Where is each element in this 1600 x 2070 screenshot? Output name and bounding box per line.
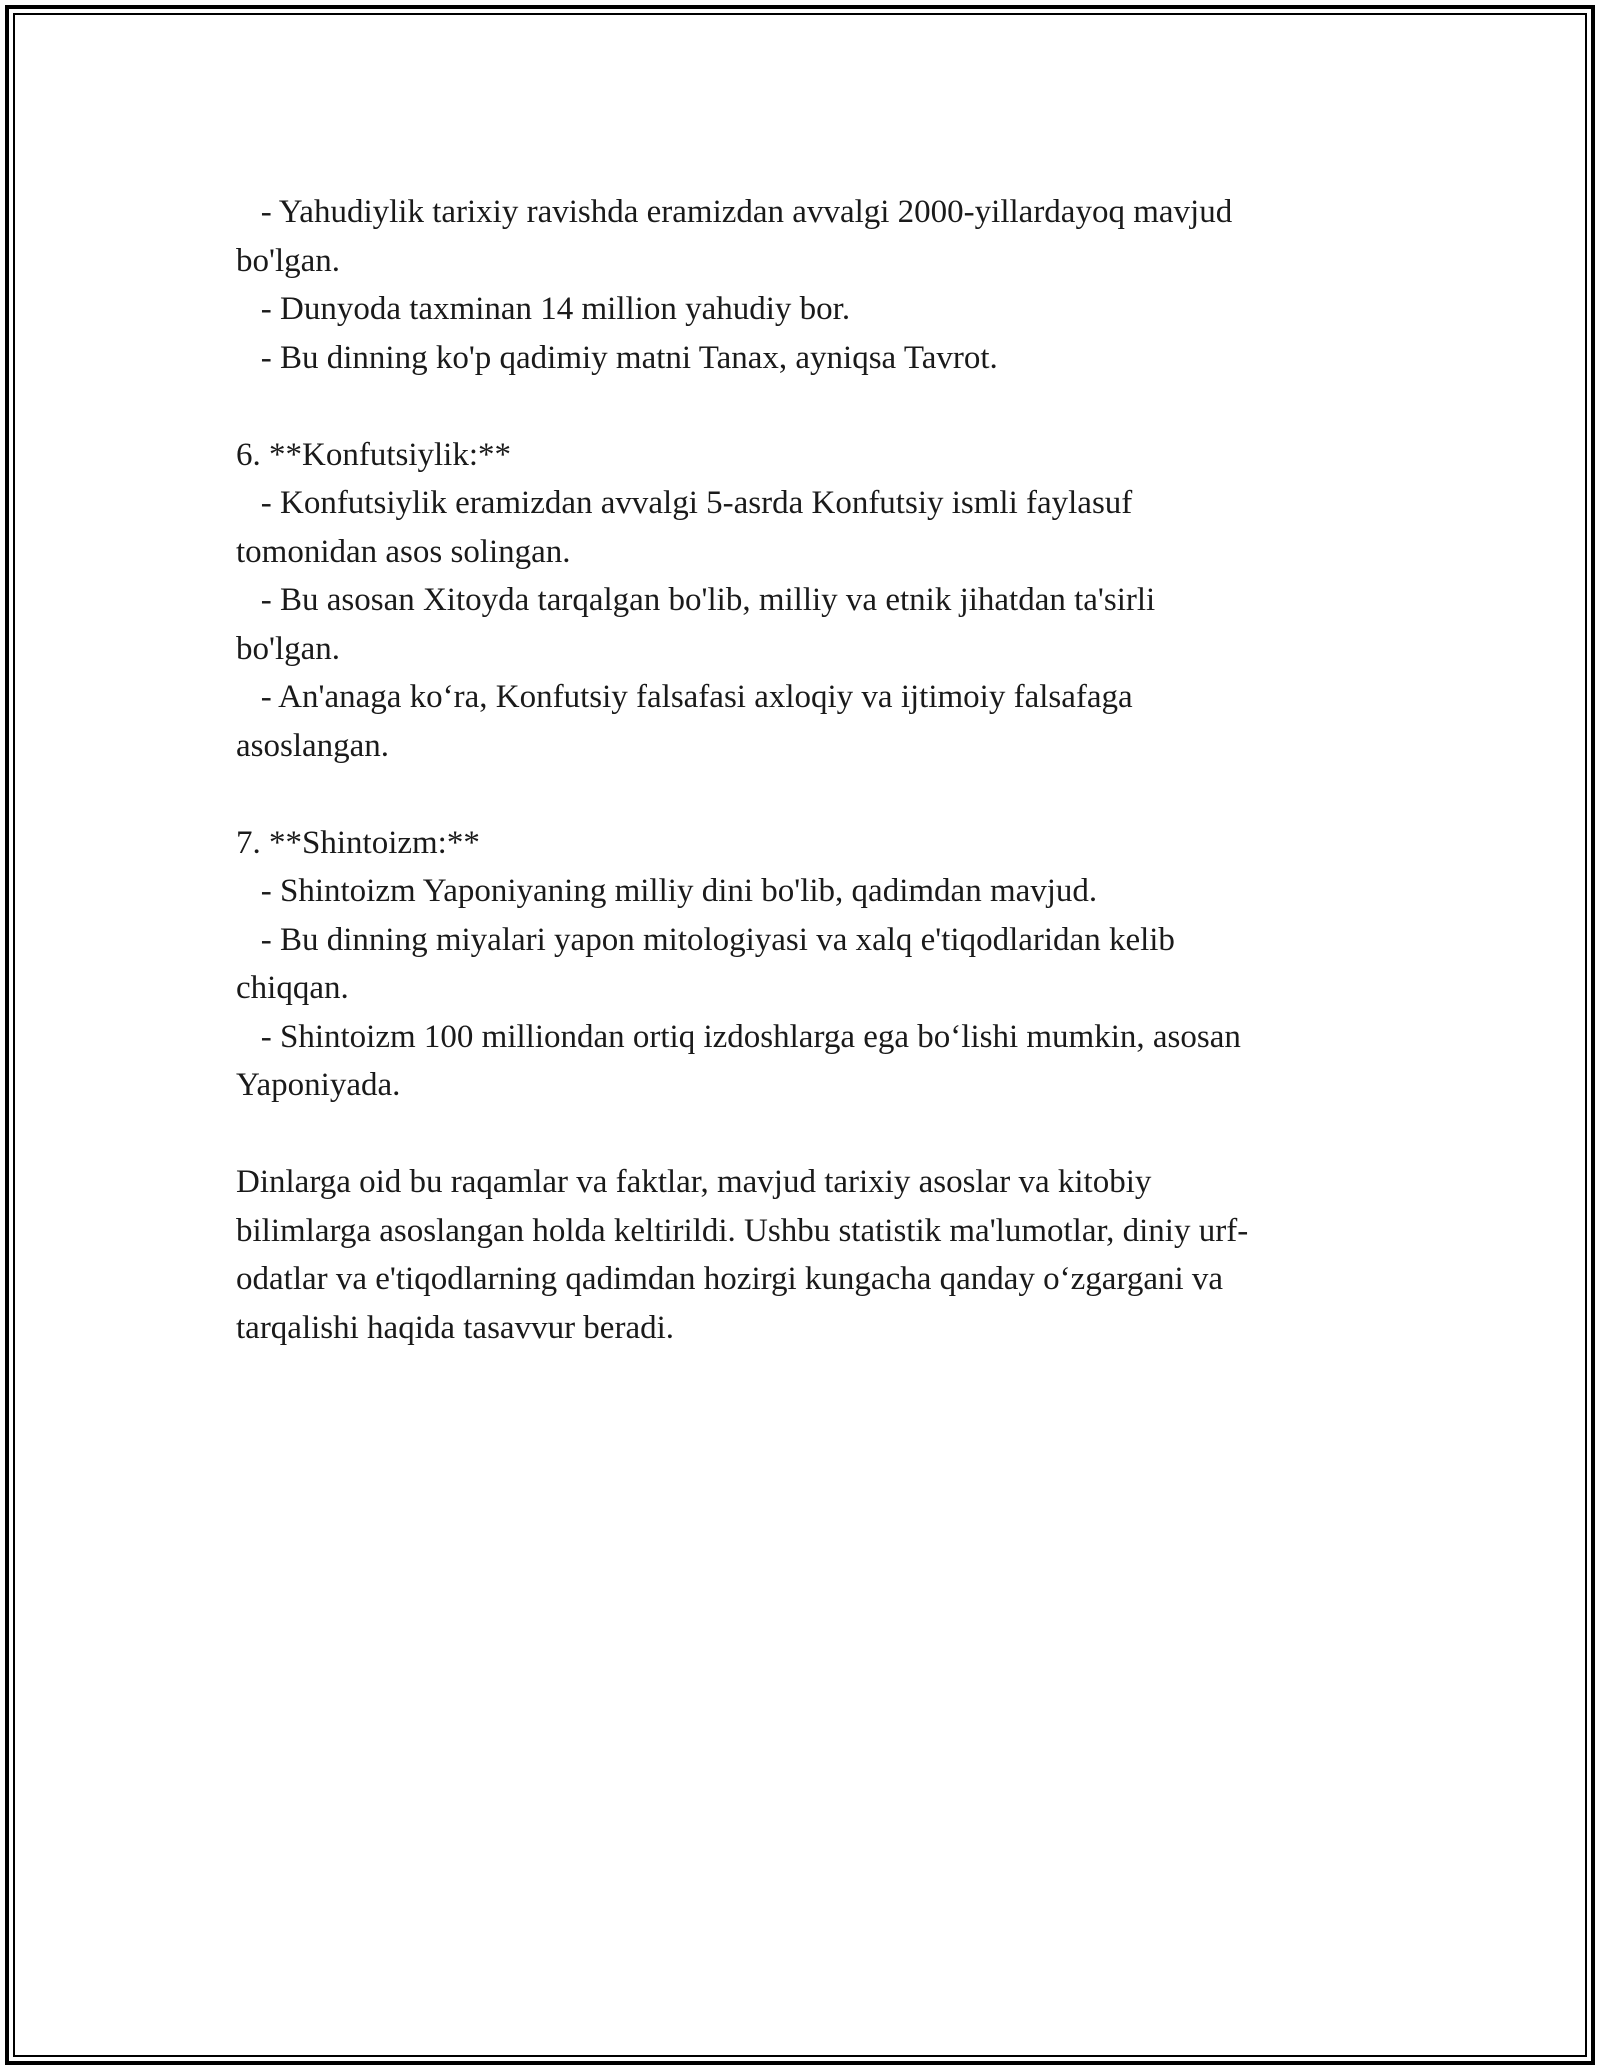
judaism-bullet-texts: - Bu dinning ko'p qadimiy matni Tanax, ayniqsa Tavrot. bbox=[236, 339, 998, 376]
judaism-bullet-history: - Yahudiylik tarixiy ravishda eramizdan avvalgi 2000-yillardayoq mavjud bbox=[236, 194, 1233, 230]
conclusion-line: Dinlarga oid bu raqamlar va faktlar, mavjud tarixiy asoslar va kitobiy bbox=[236, 1164, 1152, 1200]
shinto-bullet-origin-cont: chiqqan. bbox=[236, 970, 349, 1006]
section-gap bbox=[236, 770, 1366, 819]
confucianism-heading: 6. **Konfutsiylik:** bbox=[236, 436, 512, 473]
shinto-heading: 7. **Shintoizm:** bbox=[236, 824, 480, 861]
confucianism-section bbox=[236, 431, 1366, 771]
section-gap bbox=[236, 382, 1366, 431]
conclusion-line: odatlar va e'tiqodlarning qadimdan hozirgi kungacha qanday o‘zgargani va bbox=[236, 1261, 1224, 1297]
confucianism-bullet-philosophy: - An'anaga ko‘ra, Konfutsiy falsafasi axloqiy va ijtimoiy falsafaga bbox=[236, 679, 1133, 715]
judaism-bullet-history-cont: bo'lgan. bbox=[236, 242, 341, 279]
conclusion-line: tarqalishi haqida tasavvur beradi. bbox=[236, 1309, 675, 1346]
confucianism-bullet-origin-cont: tomonidan asos solingan. bbox=[236, 533, 571, 570]
shinto-bullet-national: - Shintoizm Yaponiyaning milliy dini bo'lib, qadimdan mavjud. bbox=[236, 873, 1098, 909]
document-body bbox=[236, 188, 1366, 1352]
shinto-bullet-followers: - Shintoizm 100 milliondan ortiq izdoshlarga ega bo‘lishi mumkin, asosan bbox=[236, 1018, 1241, 1055]
judaism-bullet-population: - Dunyoda taxminan 14 million yahudiy bor. bbox=[236, 291, 851, 327]
judaism-section bbox=[236, 188, 1366, 382]
shinto-section bbox=[236, 819, 1366, 1110]
section-gap bbox=[236, 1110, 1366, 1159]
confucianism-bullet-spread-cont: bo'lgan. bbox=[236, 630, 341, 667]
shinto-bullet-origin: - Bu dinning miyalari yapon mitologiyasi va xalq e'tiqodlaridan kelib bbox=[236, 921, 1175, 958]
conclusion-line: bilimlarga asoslangan holda keltirildi. Ushbu statistik ma'lumotlar, diniy urf- bbox=[236, 1212, 1249, 1249]
confucianism-bullet-origin: - Konfutsiylik eramizdan avvalgi 5-asrda Konfutsiy ismli faylasuf bbox=[236, 485, 1133, 521]
confucianism-bullet-spread: - Bu asosan Xitoyda tarqalgan bo'lib, milliy va etnik jihatdan ta'sirli bbox=[236, 582, 1156, 618]
shinto-bullet-followers-cont: Yaponiyada. bbox=[236, 1067, 401, 1103]
conclusion-paragraph bbox=[236, 1158, 1366, 1352]
confucianism-bullet-philosophy-cont: asoslangan. bbox=[236, 727, 390, 764]
